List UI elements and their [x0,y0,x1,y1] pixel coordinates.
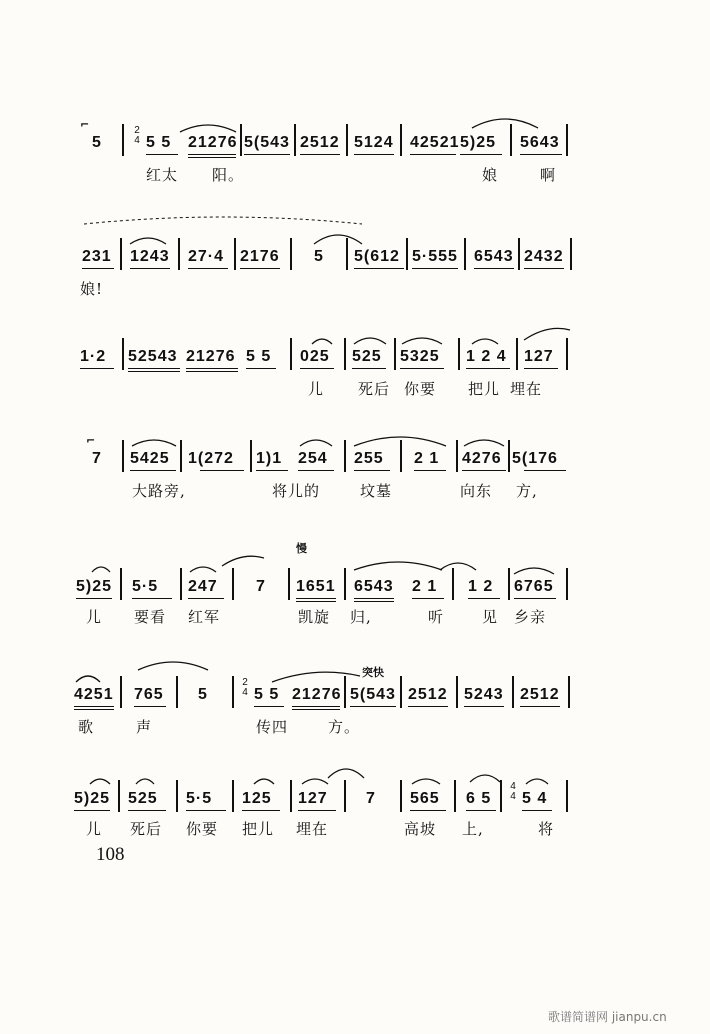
underline-beam [300,368,334,369]
barline [566,780,568,812]
barline [232,780,234,812]
note-group: 231 [82,248,112,265]
note-group: 21276 [292,686,342,703]
note-group: 52543 [128,348,178,365]
note-group: 4276 [462,450,502,467]
underline-beam [256,470,288,471]
barline [180,440,182,472]
note-group: 5·5 [186,790,213,807]
slur [470,114,540,130]
note-group: 5·555 [412,248,458,265]
slur [400,334,444,346]
note-group: 6543 [474,248,514,265]
cut-off-mark: ⌐ [86,434,96,447]
note-group: 2432 [524,248,564,265]
underline-beam [414,470,446,471]
underline-beam [354,470,390,471]
underline-beam [296,598,336,599]
underline-beam [352,368,386,369]
note-group: 5124 [354,134,394,151]
note-group: 7 [92,450,102,467]
note-group: 2 1 [414,450,440,467]
underline-beam [292,706,340,707]
underline-beam [242,810,280,811]
slur [88,776,112,786]
lyric: 儿 [308,380,325,398]
slur [524,776,550,786]
lyric: 传四 [256,718,289,736]
underline-beam [524,268,564,269]
note-group: 7 [256,578,266,595]
note-group: 525 [352,348,382,365]
lyric: 把儿 [468,380,501,398]
slur [178,120,238,134]
underline-beam [134,706,166,707]
note-group: 2512 [520,686,560,703]
score-system-6 [0,656,710,736]
barline [118,780,120,812]
note-group: 1(272 [188,450,234,467]
barline [232,568,234,600]
underline-beam [186,368,238,369]
barline [456,440,458,472]
note-group: 2512 [300,134,340,151]
score-system-4 [0,428,710,508]
lyric: 凯旋 [298,608,331,626]
lyric: 阳。 [212,166,245,184]
barline [456,676,458,708]
underline-beam [468,598,500,599]
barline [122,440,124,472]
lyric: 埋在 [510,380,543,398]
barline [570,238,572,270]
underline-beam [520,706,560,707]
underline-beam [240,268,280,269]
lyric: 方。 [328,718,361,736]
underline-beam [462,470,506,471]
barline [566,124,568,156]
underline-beam [350,706,396,707]
lyric: 你要 [186,820,219,838]
underline-beam [200,470,244,471]
lyric: 埋在 [296,820,329,838]
lyric: 歌 [78,718,95,736]
score-system-3 [0,322,710,402]
underline-beam [128,368,180,369]
barline [232,676,234,708]
note-group: 2 1 [412,578,438,595]
underline-beam [74,706,114,707]
barline [346,124,348,156]
note-group: 2512 [408,686,448,703]
note-group: 127 [298,790,328,807]
score-system-7 [0,762,710,842]
barline [500,780,502,812]
note-group: 5425 [130,450,170,467]
barline [394,338,396,370]
note-group: 5(612 [354,248,400,265]
barline [344,780,346,812]
underline-beam [354,154,394,155]
barline [122,338,124,370]
slur [470,336,500,346]
note-group: 5 [92,134,102,151]
lyric: 把儿 [242,820,275,838]
slur [220,554,266,568]
underline-beam [74,810,110,811]
note-group: 127 [524,348,554,365]
lyric: 死后 [358,380,391,398]
barline [288,568,290,600]
barline [454,780,456,812]
lyric: 大路旁, [132,482,186,500]
slur [90,564,112,574]
barline [290,780,292,812]
slur [134,776,156,786]
barline [400,124,402,156]
underline-beam [464,706,504,707]
note-group: 6543 [354,578,394,595]
barline [234,238,236,270]
barline [290,238,292,270]
underline-beam [188,598,224,599]
barline [566,568,568,600]
note-group: 5)25 [76,578,113,595]
note-group: 5(543 [350,686,396,703]
barline [568,676,570,708]
slur [326,764,366,780]
slur [438,558,478,572]
note-group: 5 [198,686,208,703]
underline-beam [82,268,114,269]
slur [522,326,572,342]
barline [458,338,460,370]
barline [122,124,124,156]
underline-beam [298,470,334,471]
barline [512,676,514,708]
underline-beam [524,470,566,471]
lyric: 上, [462,820,484,838]
barline [452,568,454,600]
lyric: 坟墓 [360,482,393,500]
lyric: 儿 [86,820,103,838]
lyric: 将 [538,820,555,838]
score-system-5 [0,536,710,626]
underline-beam [254,706,284,707]
note-group: 565 [410,790,440,807]
barline [344,338,346,370]
barline [508,568,510,600]
slur [130,436,178,448]
note-group: 1 2 [468,578,494,595]
underline-beam [296,601,336,602]
underline-beam [412,598,444,599]
barline [406,238,408,270]
barline [518,238,520,270]
underline-beam [188,154,236,155]
note-group: 5 4 [522,790,548,807]
underline-beam [522,810,552,811]
underline-beam [128,810,166,811]
barline [176,780,178,812]
barline [294,124,296,156]
tempo-marking: 突快 [362,666,384,679]
slur [136,658,210,672]
slur [74,672,102,684]
note-group: 5 5 [254,686,280,703]
note-group: 21276 [188,134,238,151]
lyric: 死后 [130,820,163,838]
underline-beam [146,154,178,155]
slur [512,564,556,576]
time-signature: 2 4 [242,677,248,698]
underline-beam [246,368,276,369]
barline [180,568,182,600]
note-group: 765 [134,686,164,703]
underline-beam [186,810,226,811]
underline-beam [130,470,176,471]
underline-beam [460,154,502,155]
underline-beam [76,598,112,599]
barline [510,124,512,156]
lyric: 红太 [146,166,179,184]
note-group: 255 [354,450,384,467]
note-group: 5 [314,248,324,265]
underline-beam [410,154,456,155]
note-group: 5 5 [146,134,172,151]
lyric: 声 [136,718,153,736]
note-group: 5)25 [460,134,497,151]
underline-beam [466,810,496,811]
underline-beam [410,810,446,811]
note-group: 42521 [410,134,460,151]
slur [312,230,364,246]
cut-off-mark: ⌐ [80,118,90,131]
lyric: 乡亲 [514,608,547,626]
underline-beam [130,268,170,269]
underline-beam [292,709,340,710]
tempo-marking: 慢 [296,542,307,555]
lyric: 将儿的 [272,482,321,500]
lyric: 啊 [540,166,557,184]
underline-beam [300,154,340,155]
barline [120,238,122,270]
barline [566,338,568,370]
score-system-1 [0,112,710,192]
lyric: 向东 [460,482,493,500]
barline [178,238,180,270]
barline [344,676,346,708]
barline [400,780,402,812]
note-group: 1 2 4 [466,348,507,365]
slur [298,436,334,448]
underline-beam [514,598,556,599]
note-group: 5643 [520,134,560,151]
barline [344,568,346,600]
slur [352,558,444,572]
barline [290,338,292,370]
note-group: 21276 [186,348,236,365]
slur [270,670,362,684]
lyric: 高坡 [404,820,437,838]
note-group: 254 [298,450,328,467]
note-group: 5325 [400,348,440,365]
note-group: 4251 [74,686,114,703]
lyric: 听 [428,608,445,626]
note-group: 2176 [240,248,280,265]
note-group: 6765 [514,578,554,595]
note-group: 1·2 [80,348,107,365]
underline-beam [354,598,394,599]
underline-beam [128,371,180,372]
note-group: 5)25 [74,790,111,807]
note-group: 247 [188,578,218,595]
barline [400,676,402,708]
barline [516,338,518,370]
underline-beam [80,368,114,369]
page-number: 108 [96,844,125,865]
site-watermark: 歌谱简谱网 jianpu.cn [548,1010,667,1024]
barline [120,676,122,708]
note-group: 5243 [464,686,504,703]
note-group: 5(176 [512,450,558,467]
lyric: 娘 [482,166,499,184]
barline [346,238,348,270]
underline-beam [74,709,114,710]
barline [464,238,466,270]
slur [252,776,276,786]
underline-beam [188,157,236,158]
barline [240,124,242,156]
note-group: 5 5 [246,348,272,365]
score-system-2 [0,214,710,298]
note-group: 525 [128,790,158,807]
slur [82,214,364,228]
underline-beam [400,368,444,369]
underline-beam [474,268,514,269]
barline [176,676,178,708]
slur [462,436,506,448]
lyric: 归, [350,608,372,626]
barline [400,440,402,472]
lyric: 儿 [86,608,103,626]
underline-beam [132,598,172,599]
note-group: 5(543 [244,134,290,151]
underline-beam [354,601,394,602]
slur [128,234,168,246]
note-group: 6 5 [466,790,492,807]
note-group: 5·5 [132,578,159,595]
note-group: 1651 [296,578,336,595]
slur [468,770,502,784]
slur [410,776,442,786]
lyric: 红军 [188,608,221,626]
lyric: 你要 [404,380,437,398]
barline [344,440,346,472]
lyric: 见 [482,608,499,626]
underline-beam [524,368,558,369]
underline-beam [244,154,290,155]
underline-beam [466,368,510,369]
slur [352,334,388,346]
slur [188,564,218,574]
barline [250,440,252,472]
underline-beam [412,268,458,269]
note-group: 7 [366,790,376,807]
lyric: 要看 [134,608,167,626]
underline-beam [408,706,448,707]
note-group: 1243 [130,248,170,265]
underline-beam [354,268,404,269]
time-signature: 4 4 [510,781,516,802]
note-group: 27·4 [188,248,225,265]
note-group: 1)1 [256,450,283,467]
underline-beam [188,268,228,269]
note-group: 025 [300,348,330,365]
lyric: 方, [516,482,538,500]
slur [310,336,334,346]
underline-beam [298,810,336,811]
time-signature: 2 4 [134,125,140,146]
lyric: 娘! [80,280,104,298]
underline-beam [186,371,238,372]
barline [508,440,510,472]
underline-beam [520,154,562,155]
barline [120,568,122,600]
note-group: 125 [242,790,272,807]
